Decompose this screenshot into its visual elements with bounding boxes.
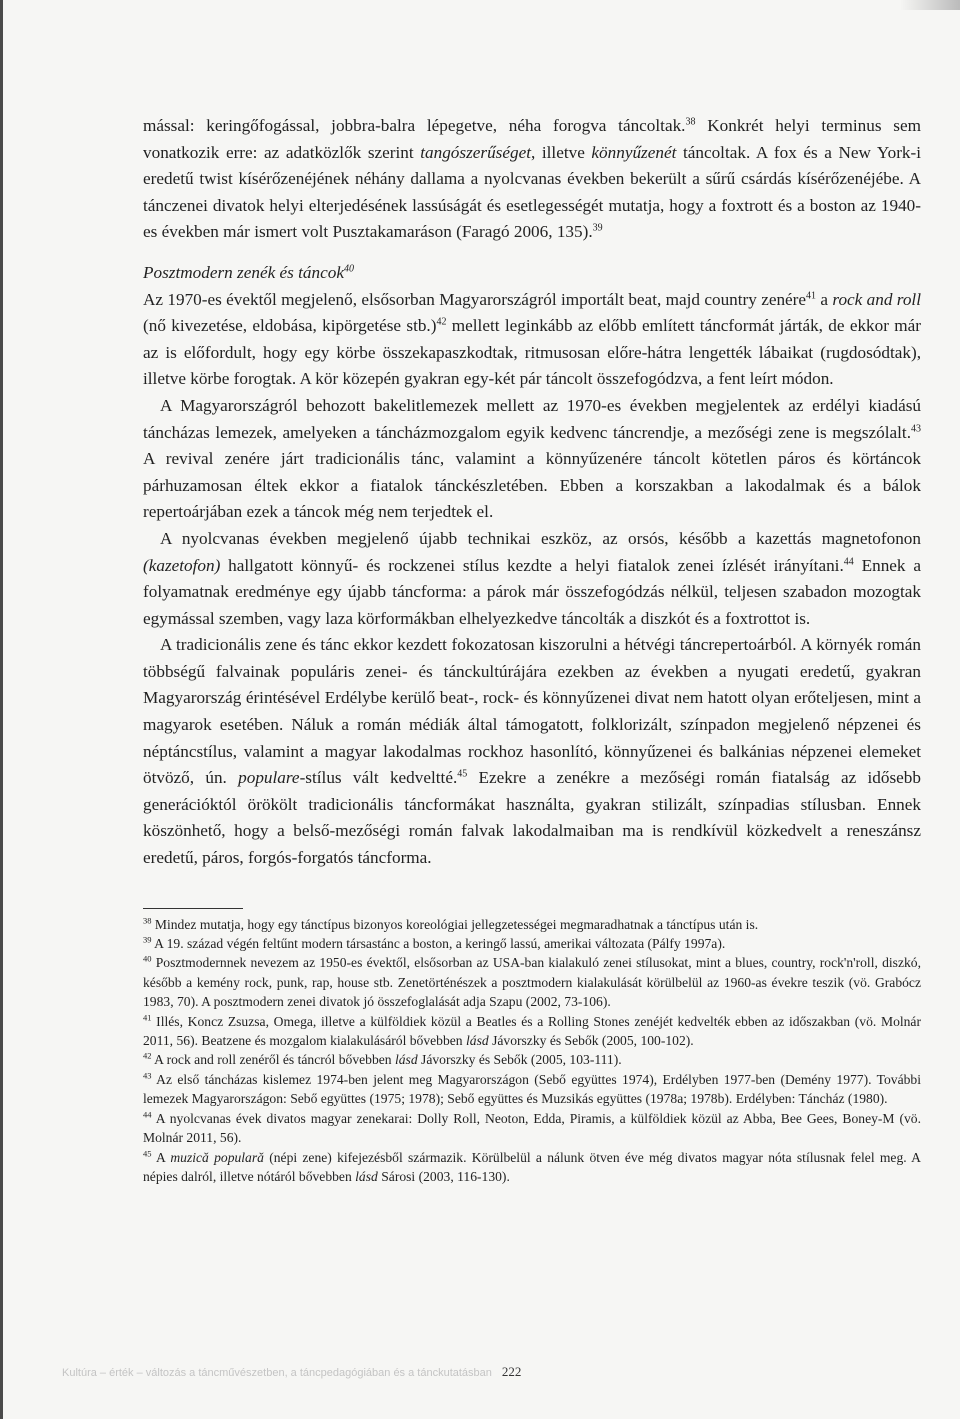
footnote-ref-38[interactable]: 38 [685, 116, 696, 128]
paragraph-3 [143, 393, 921, 526]
text-run: -stílus vált kedveltté. [299, 768, 458, 788]
footnote-45 [143, 1148, 921, 1187]
footnote-number: 40 [143, 953, 152, 964]
footnote-40 [143, 953, 921, 1011]
footnote-text: Jávorszky és Sebők (2005, 103-111). [417, 1052, 622, 1068]
footnote-ref-43[interactable]: 43 [911, 422, 921, 434]
footnote-ref-39[interactable]: 39 [592, 222, 603, 234]
scan-edge-left [0, 0, 3, 1419]
text-run: Konkrét helyi terminus sem vonatkozik erre: az adatközlők szerint [143, 116, 921, 162]
footnote-number: 42 [143, 1050, 152, 1061]
footnote-ref-40[interactable]: 40 [343, 263, 354, 275]
text-run: A nyolcvanas években megjelenő újabb technikai eszköz, az orsós, később a kazettás magnetofonon [160, 528, 921, 548]
text-run: Az 1970-es évektől megjelenő, elsősorban Magyarországról importált beat, majd country zenére [143, 289, 807, 309]
footnote-number: 43 [143, 1070, 152, 1081]
italic-term: lásd [466, 1033, 489, 1049]
text-run: Ezekre a zenékre a mezőségi román fiatalság az idősebb generációktól örökölt tradicionális táncformákat használta, gyakran stilizált, színpadias stílusban. Ennek köszönhető, hogy a belső-mezőségi román falvak lakodalmaiban ma is rendkívül közkedvelt a reneszánsz eredetű, páros, forgós-forgatós táncforma. [143, 768, 921, 868]
text-run: a [816, 289, 833, 309]
text-run: , illetve [531, 142, 592, 162]
text-run: táncoltak. A fox és a New York-i eredetű twist kísérőzenéjének néhány dallama a nyolcvanas években bekerült a sűrű csárdás kísérőzenéjébe. A tánczenei divatok helyi elterjedésének lassúságát és esetlegességét mutatja, hogy a foxtrott és a boston az 1940-es években már ismert volt Pusztakamaráson (Faragó 2006, 135). [143, 142, 922, 242]
footnote-44 [143, 1109, 921, 1148]
footnote-41 [143, 1012, 921, 1051]
italic-term: lásd [355, 1168, 378, 1184]
italic-term: könnyűzenét [591, 142, 677, 162]
footnote-text: A rock and roll zenéről és táncról bővebben [151, 1052, 395, 1068]
footnote-39 [143, 934, 921, 953]
page-content [143, 113, 921, 1186]
heading-text: Posztmodern zenék és táncok [143, 262, 344, 282]
text-run: hallgatott könnyű- és rockzenei stílus kezdte a helyi fiatalok zenei ízlését irányítani. [220, 555, 844, 575]
text-run: mással: keringőfogással, jobbra-balra lépegetve, néha forogva táncoltak. [143, 116, 686, 135]
paragraph-5 [143, 632, 921, 871]
footnote-text: A 19. század végén feltűnt modern társastánc a boston, a keringő lassú, amerikai változata (Pálfy 1997a). [151, 936, 726, 952]
footnote-number: 39 [143, 934, 152, 945]
footnote-ref-42[interactable]: 42 [436, 316, 447, 328]
text-run: A tradicionális zene és tánc ekkor kezdett fokozatosan kiszorulni a hétvégi táncrepertoárból. A környék román többségű falvainak populáris zenei- és tánckultúrájára ezekben az években a nyugati eredetű, gyakran Magyarország érintésével Erdélybe kerülő beat-, rock- és könnyűzenei divat nem hatott olyan erőteljesen, mint a magyarok esetében. Náluk a román médiák által támogatott, folklorizált, színpadon megjelenő népzenei és néptáncstílus, valamint a magyar lakodalmas rockhoz hasonlító, könnyűzenei és balkánias népzenei elemeket ötvöző, ún. [143, 635, 921, 788]
footnote-number: 44 [143, 1109, 152, 1120]
scan-edge-top [900, 0, 960, 10]
footnote-text: Az első táncházas kislemez 1974-ben jelent meg Magyarországon (Sebő együttes 1974), Erdélyben 1977-ben (Demény 1977). További lemezek Magyarországon: Sebő együttes (1975; 1978); Sebő együttes és Muzsikás együttes (1978a; 1978b). Erdélyben: Táncház (1980). [143, 1071, 921, 1107]
footnote-text: Jávorszky és Sebők (2005, 100-102). [488, 1033, 694, 1049]
footnote-divider [143, 908, 243, 909]
page-number: 222 [501, 1364, 522, 1379]
footnote-ref-41[interactable]: 41 [806, 289, 817, 301]
italic-term: populare [238, 768, 300, 788]
footnote-number: 45 [143, 1147, 152, 1158]
paragraph-1 [143, 113, 921, 246]
text-run: A Magyarországról behozott bakelitlemezek mellett az 1970-es években megjelentek az erdélyi kiadású táncházas lemezek, amelyeken a táncházmozgalom egyik kedvenc táncrendje, a mezőségi zene is megszólalt. [143, 395, 921, 442]
footnote-text: A nyolcvanas évek divatos magyar zenekarai: Dolly Roll, Neoton, Edda, Piramis, a külföldiek közül az Abba, Bee Gees, Boney-M (vö. Molnár 2011, 56). [143, 1110, 921, 1146]
footnote-number: 38 [143, 915, 152, 926]
footnote-43 [143, 1070, 921, 1109]
footnote-ref-44[interactable]: 44 [843, 555, 854, 567]
footnote-text: A [151, 1149, 171, 1165]
footnote-text: Sárosi (2003, 116-130). [377, 1168, 510, 1184]
text-run: Ennek a folyamatnak eredménye egy újabb táncforma: a párok már összefogódzás nélkül, teljesen szabadon mozogtak egymással szemben, vagy laza körformákban elhelyezkedve táncolták a diszkót és a foxtrottot is. [143, 555, 921, 628]
text-run: A revival zenére járt tradicionális tánc, valamint a könnyűzenére táncolt kötetlen páros és körtáncok párhuzamosan éltek ekkor a fiatalok tánckészletében. Ebben a korszakban a lakodalmak és a bálok repertoárjában ezek a táncok még nem terjedtek el. [143, 449, 921, 522]
footnote-42 [143, 1050, 921, 1069]
footnote-number: 41 [143, 1012, 152, 1023]
running-footer [62, 1364, 622, 1380]
paragraph-4 [143, 526, 921, 632]
italic-term: tangószerűséget [420, 142, 531, 162]
paragraph-2 [143, 287, 921, 393]
section-heading [143, 260, 921, 287]
italic-term: muzică populară [170, 1149, 264, 1165]
footnote-38 [143, 915, 921, 934]
footnote-ref-45[interactable]: 45 [457, 768, 468, 780]
footnote-text: Mindez mutatja, hogy egy tánctípus bizonyos koreológiai jellegzetességei megmaradhatnak a tánctípus után is. [151, 916, 759, 932]
footnote-text: (népi zene) kifejezésből származik. Körülbelül a nálunk ötven éve még divatos magyar nóta stílusnak felel meg. A népies dalról, illetve nótáról bővebben [143, 1149, 921, 1184]
footnote-text: Posztmodernnek nevezem az 1950-es évektől, elsősorban az USA-ban kialakuló zenei stílusokat, mint a blues, country, rock'n'roll, diszkó, később a kemény rock, punk, rap, house stb. Zenetörténészek a posztmodern kialakulását körülbelül az 1960-as évekre teszik (vö. Grabócz 1983, 70). A posztmodern zenei divatok jó összefoglalását adja Szapu (2002, 73-106). [143, 955, 921, 1010]
italic-term: (kazetofon) [143, 555, 221, 575]
footnote-text: Illés, Koncz Zsuzsa, Omega, illetve a külföldiek közül a Beatles és a Rolling Stones zenéjét kedvelték ebben az időszakban (vö. Molnár 2011, 56). Beatzene és mozgalom kialakulásáról bővebben [143, 1013, 921, 1049]
italic-term: lásd [394, 1052, 418, 1068]
text-run: (nő kivezetése, eldobása, kipörgetése stb.) [143, 316, 437, 336]
text-run: mellett leginkább az előbb említett táncformát járták, de ekkor már az is előfordult, hogy egy körbe összekapaszkodtak, ritmusosan előre-hátra lengették lábaikat (rugdosódtak), illetve körbe forogtak. A kör közepén gyakran egy-két pár táncolt összefogódzva, a fent leírt módon. [143, 316, 922, 389]
footer-title: Kultúra – érték – változás a táncművészetben, a táncpedagógiában és a tánckutatásban [62, 1367, 492, 1379]
italic-term: rock and roll [832, 289, 921, 309]
